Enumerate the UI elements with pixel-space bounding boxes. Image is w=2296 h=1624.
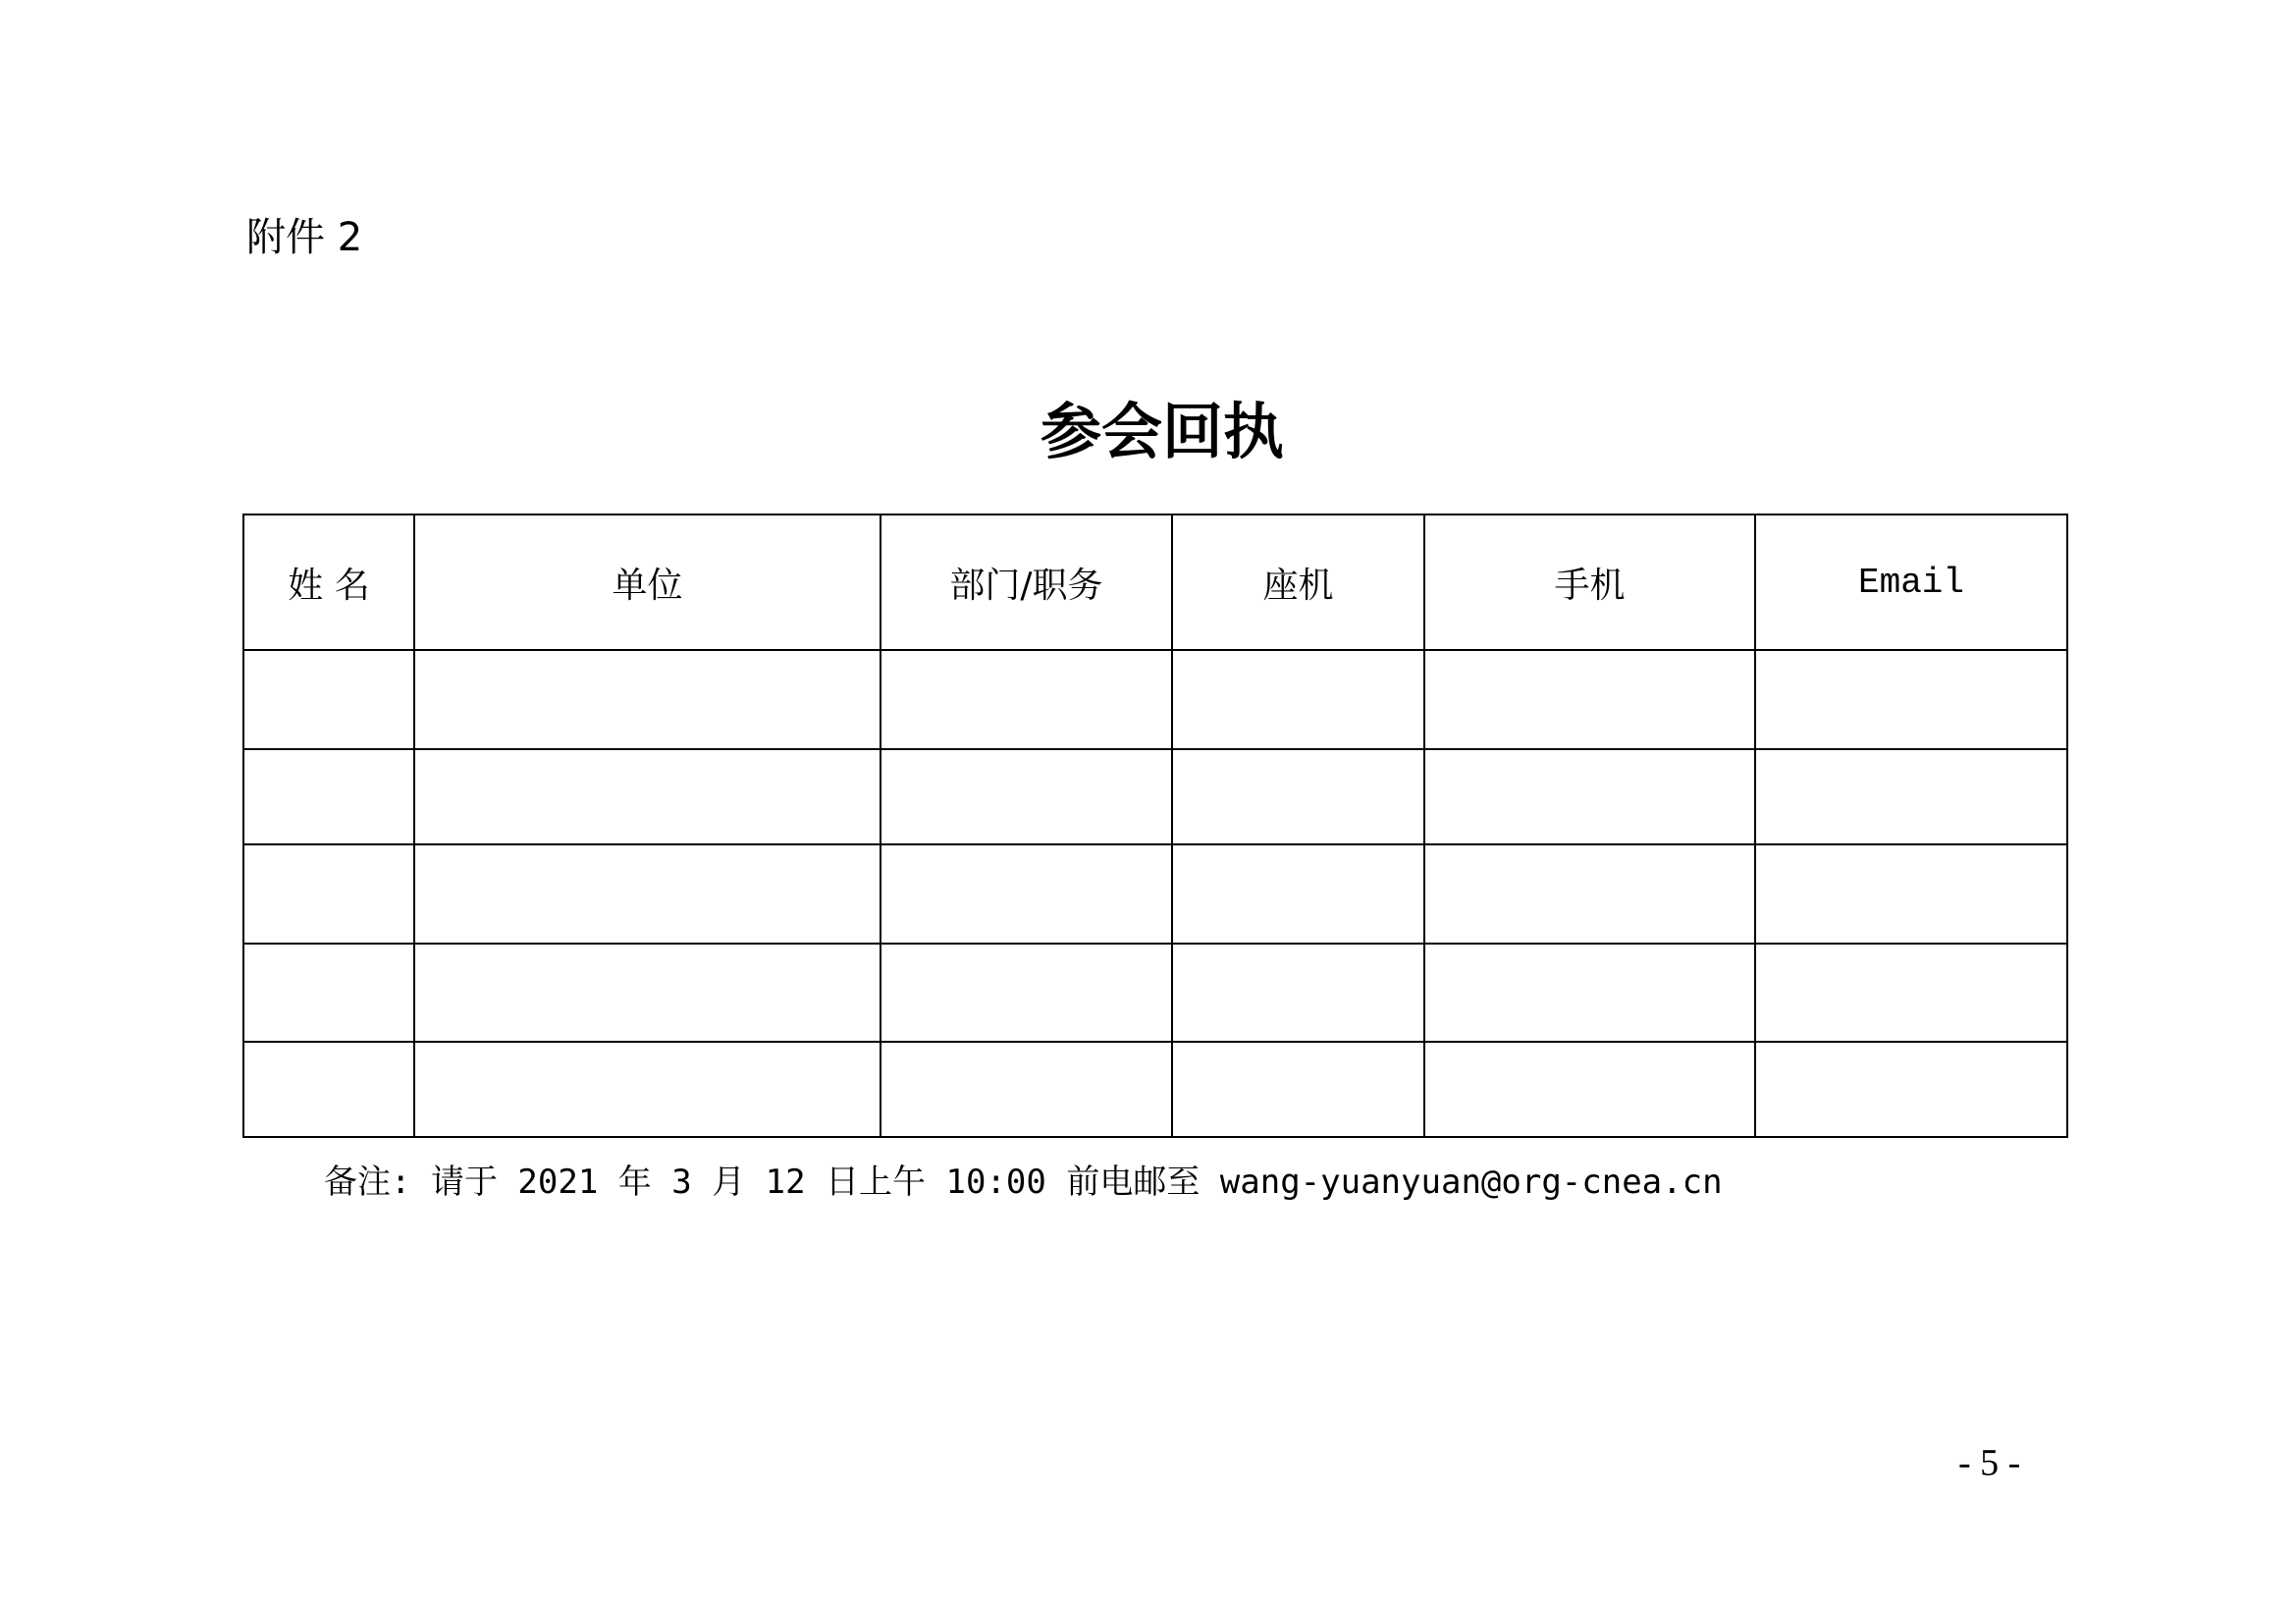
table-cell-landline[interactable] bbox=[1172, 749, 1424, 844]
table-row bbox=[243, 944, 2067, 1042]
table-row bbox=[243, 844, 2067, 944]
header-landline: 座机 bbox=[1172, 514, 1424, 650]
header-email: Email bbox=[1755, 514, 2067, 650]
table-cell-landline[interactable] bbox=[1172, 650, 1424, 749]
table-cell-mobile[interactable] bbox=[1424, 844, 1755, 944]
table-row bbox=[243, 650, 2067, 749]
table-cell-name[interactable] bbox=[243, 749, 414, 844]
table-cell-department-position[interactable] bbox=[881, 650, 1172, 749]
table-cell-organization[interactable] bbox=[414, 844, 881, 944]
page-title: 参会回执 bbox=[1040, 396, 1284, 467]
table-cell-name[interactable] bbox=[243, 650, 414, 749]
table-cell-organization[interactable] bbox=[414, 749, 881, 844]
table-cell-email[interactable] bbox=[1755, 944, 2067, 1042]
header-name: 姓 名 bbox=[243, 514, 414, 650]
table-cell-name[interactable] bbox=[243, 944, 414, 1042]
table-cell-department-position[interactable] bbox=[881, 749, 1172, 844]
table-cell-name[interactable] bbox=[243, 1042, 414, 1137]
table-cell-organization[interactable] bbox=[414, 1042, 881, 1137]
table-cell-email[interactable] bbox=[1755, 844, 2067, 944]
table-cell-mobile[interactable] bbox=[1424, 749, 1755, 844]
table-header-row bbox=[243, 514, 2067, 650]
table-cell-landline[interactable] bbox=[1172, 844, 1424, 944]
header-organization: 单位 bbox=[414, 514, 881, 650]
table-cell-mobile[interactable] bbox=[1424, 944, 1755, 1042]
page-number: - 5 - bbox=[1958, 1442, 2021, 1484]
table-cell-email[interactable] bbox=[1755, 1042, 2067, 1137]
table-cell-department-position[interactable] bbox=[881, 1042, 1172, 1137]
table-cell-organization[interactable] bbox=[414, 944, 881, 1042]
table-row bbox=[243, 1042, 2067, 1137]
table-cell-landline[interactable] bbox=[1172, 1042, 1424, 1137]
table-cell-mobile[interactable] bbox=[1424, 650, 1755, 749]
table-row bbox=[243, 749, 2067, 844]
attendance-receipt-table bbox=[242, 514, 2068, 1138]
table-cell-email[interactable] bbox=[1755, 749, 2067, 844]
table-cell-department-position[interactable] bbox=[881, 944, 1172, 1042]
table-cell-email[interactable] bbox=[1755, 650, 2067, 749]
table-cell-department-position[interactable] bbox=[881, 844, 1172, 944]
attachment-label: 附件 2 bbox=[246, 215, 363, 260]
header-department-position: 部门/职务 bbox=[881, 514, 1172, 650]
header-mobile: 手机 bbox=[1424, 514, 1755, 650]
remark-note: 备注: 请于 2021 年 3 月 12 日上午 10:00 前电邮至 wang-yuanyuan@org-cnea.cn bbox=[324, 1163, 1723, 1202]
table-cell-name[interactable] bbox=[243, 844, 414, 944]
table-cell-organization[interactable] bbox=[414, 650, 881, 749]
table-cell-landline[interactable] bbox=[1172, 944, 1424, 1042]
table-cell-mobile[interactable] bbox=[1424, 1042, 1755, 1137]
